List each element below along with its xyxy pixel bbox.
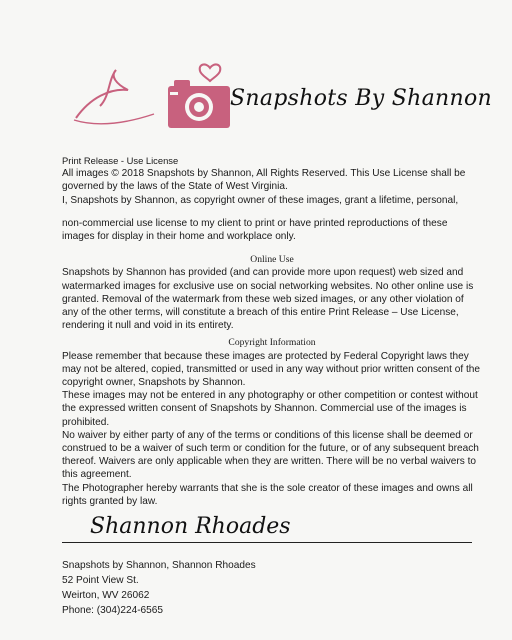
signature-line <box>62 542 472 543</box>
copyright-paragraph: These images may not be entered in any photography or other competition or contest without the expressed written consent of Snapshots by Shannon. Commercial use of the images is prohibited. <box>62 390 478 428</box>
license-body <box>62 154 482 508</box>
contact-phone: Phone: (304)224-6565 <box>62 605 164 616</box>
contact-address-line1: 52 Point View St. <box>62 575 139 586</box>
signature-area <box>62 508 472 548</box>
handwritten-signature: Shannon Rhoades <box>90 514 291 539</box>
intro-copyright: All images © 2018 Snapshots by Shannon, All Rights Reserved. This Use License shall be governed by the laws of the State of West Virginia. <box>62 168 466 193</box>
copyright-heading: Copyright Information <box>228 337 316 349</box>
intro-license-scope: non-commercial use license to my client to print or have printed reproductions of these images for display in their home and workplace only. <box>62 217 448 243</box>
document-header: Print Release - Use License <box>62 155 179 166</box>
copyright-paragraph: The Photographer hereby warrants that she is the sole creator of these images and owns all rights granted by law. <box>62 482 473 507</box>
brand-name: Snapshots By Shannon <box>230 86 492 111</box>
camera-with-heart-icon <box>70 58 230 138</box>
copyright-paragraph: Please remember that because these images are protected by Federal Copyright laws they may not be altered, copied, transmitted or used in any way without prior written consent of the copyright owner, Snapshots by Shannon. <box>62 350 480 389</box>
intro-grant: I, Snapshots by Shannon, as copyright owner of these images, grant a lifetime, personal, <box>62 194 459 206</box>
online-use-text: Snapshots by Shannon has provided (and can provide more upon request) web sized and watermarked images for exclusive use on social networking websites. No other online use is granted. Removal of the watermark from these web sized images, or any other violation of any of the other terms, will constitute a breach of this entire Print Release – Use License, rendering it null and void in its entirety. <box>62 267 474 332</box>
contact-name: Snapshots by Shannon, Shannon Rhoades <box>62 560 256 571</box>
online-use-heading: Online Use <box>250 254 294 266</box>
brand-logo <box>70 58 490 138</box>
contact-block <box>62 558 362 618</box>
copyright-paragraph: No waiver by either party of any of the terms or conditions of this license shall be deemed or construed to be a waiver of such term or condition for the future, or of any subsequent breach thereof. Waivers are only applicable when they are written. There will be no verbal waivers to this agreement. <box>62 429 479 481</box>
contact-address-line2: Weirton, WV 26062 <box>62 590 150 601</box>
